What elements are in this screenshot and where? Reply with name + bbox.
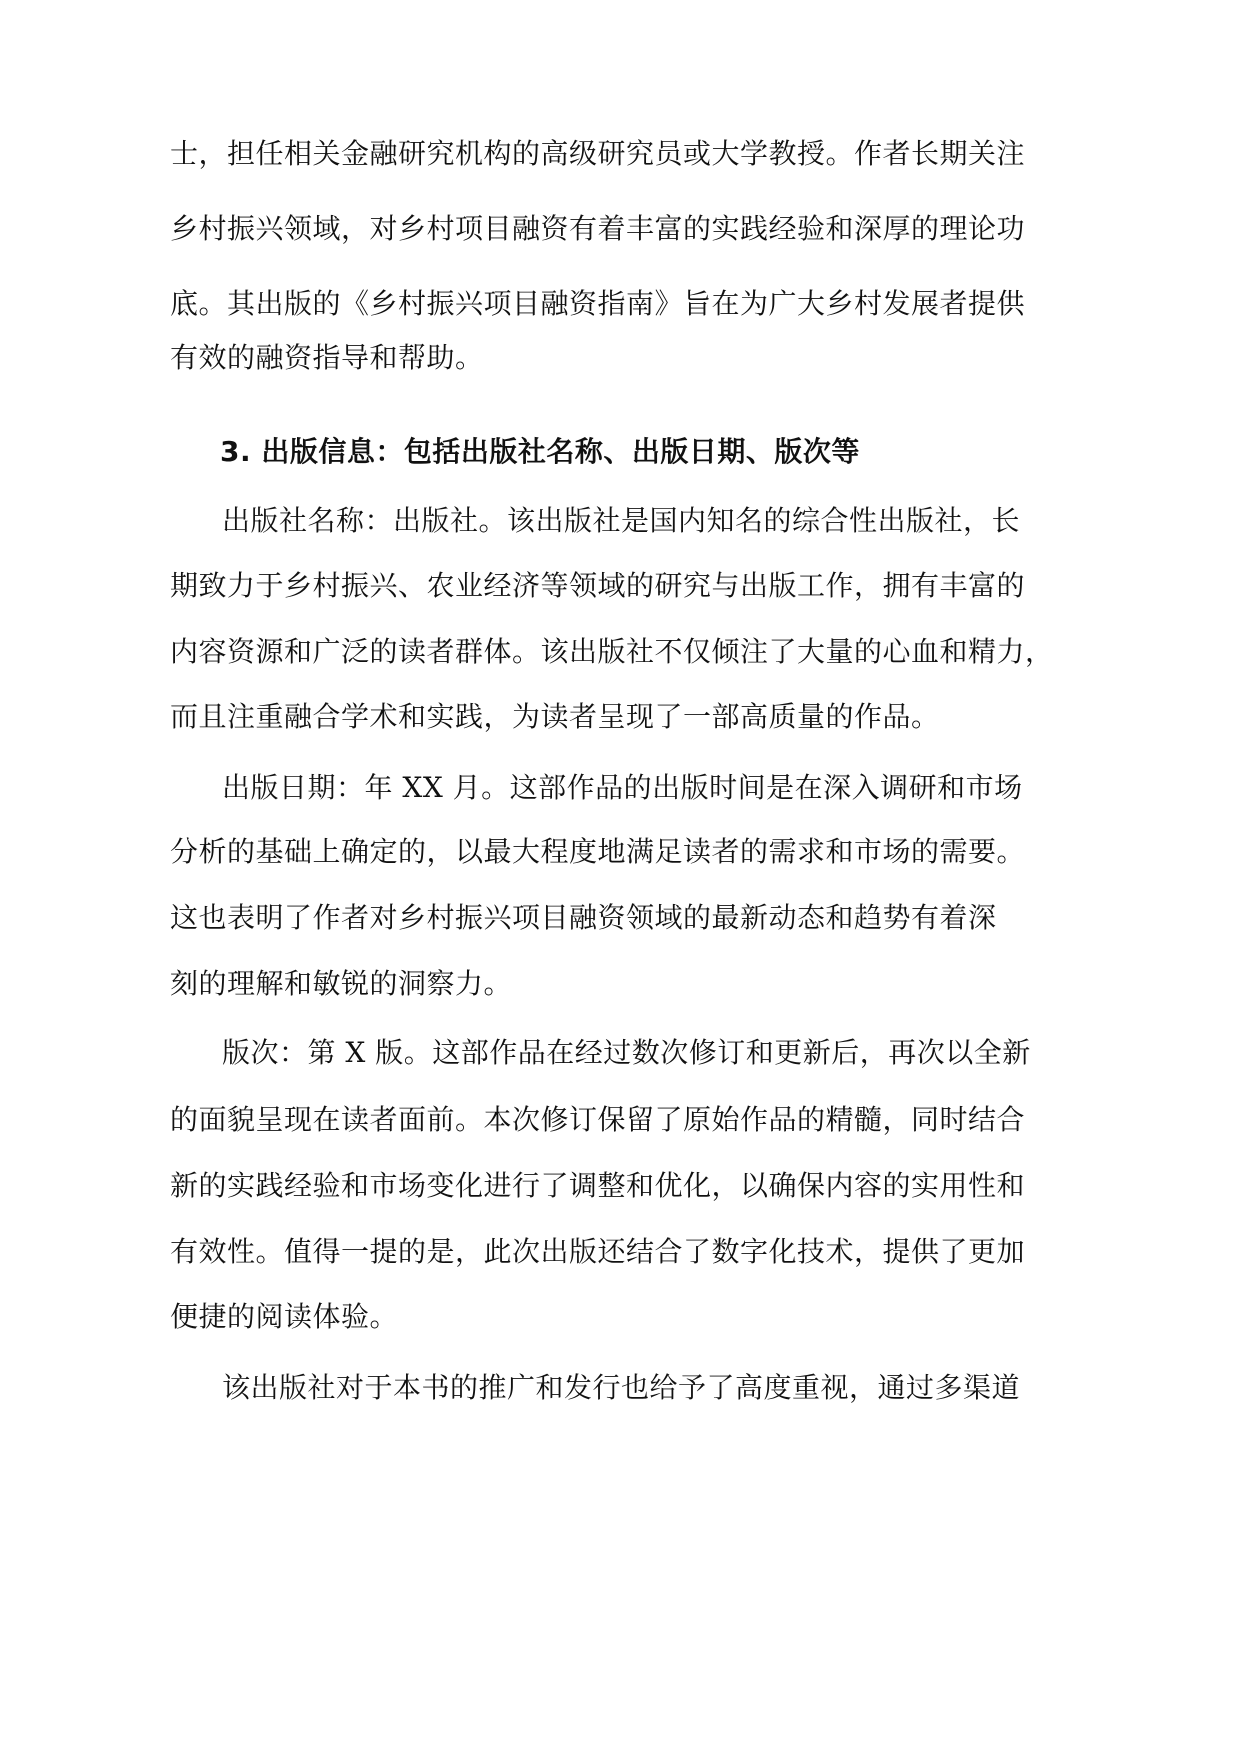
paragraph-line: 出版社名称：出版社。该出版社是国内知名的综合性出版社，长 [222, 504, 1021, 537]
paragraph-line: 该出版社对于本书的推广和发行也给予了高度重视，通过多渠道 [222, 1371, 1021, 1404]
paragraph-line: 分析的基础上确定的，以最大程度地满足读者的需求和市场的需要。 [170, 835, 1026, 868]
paragraph-line: 的面貌呈现在读者面前。本次修订保留了原始作品的精髓，同时结合 [170, 1103, 1026, 1136]
paragraph-line: 有效性。值得一提的是，此次出版还结合了数字化技术，提供了更加 [170, 1235, 1026, 1268]
paragraph-line: 乡村振兴领域，对乡村项目融资有着丰富的实践经验和深厚的理论功 [170, 212, 1026, 245]
paragraph-line: 有效的融资指导和帮助。 [170, 341, 484, 374]
paragraph-line: 出版日期：年 XX 月。这部作品的出版时间是在深入调研和市场 [222, 771, 1023, 804]
section-heading: 3. 出版信息：包括出版社名称、出版日期、版次等 [220, 435, 860, 468]
paragraph-line: 刻的理解和敏锐的洞察力。 [170, 967, 513, 1000]
paragraph-line: 期致力于乡村振兴、农业经济等领域的研究与出版工作，拥有丰富的 [170, 569, 1026, 602]
paragraph-line: 而且注重融合学术和实践，为读者呈现了一部高质量的作品。 [170, 700, 940, 733]
paragraph-line: 内容资源和广泛的读者群体。该出版社不仅倾注了大量的心血和精力， [170, 635, 1054, 668]
paragraph-line: 新的实践经验和市场变化进行了调整和优化，以确保内容的实用性和 [170, 1169, 1026, 1202]
paragraph-line: 便捷的阅读体验。 [170, 1300, 399, 1333]
paragraph-line: 这也表明了作者对乡村振兴项目融资领域的最新动态和趋势有着深 [170, 901, 997, 934]
paragraph-line: 士，担任相关金融研究机构的高级研究员或大学教授。作者长期关注 [170, 137, 1026, 170]
paragraph-line: 版次：第 X 版。这部作品在经过数次修订和更新后，再次以全新 [222, 1036, 1031, 1069]
paragraph-line: 底。其出版的《乡村振兴项目融资指南》旨在为广大乡村发展者提供 [170, 287, 1026, 320]
